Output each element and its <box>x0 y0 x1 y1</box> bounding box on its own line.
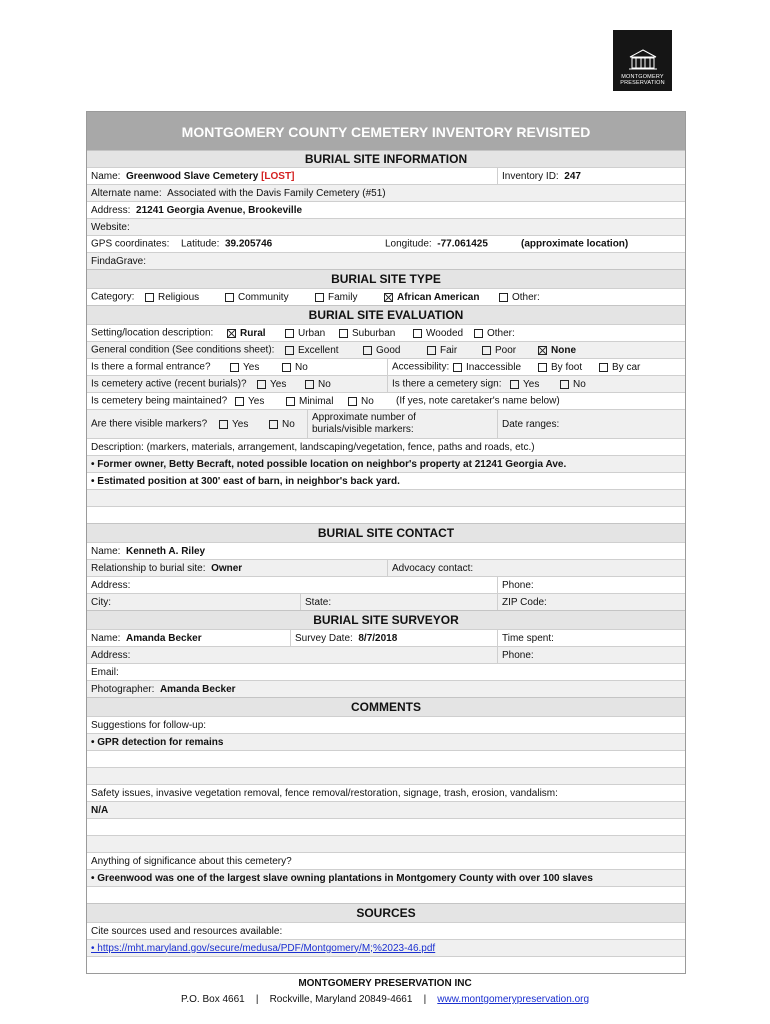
footer-org: MONTGOMERY PRESERVATION INC <box>298 978 472 989</box>
footer <box>0 978 770 1005</box>
section-burial-site-contact: BURIAL SITE CONTACT <box>87 523 685 542</box>
source-link[interactable]: • https://mht.maryland.gov/secure/medusa/PDF/Montgomery/M;%2023-46.pdf <box>91 942 436 954</box>
gps-field[interactable]: GPS coordinates: Latitude: 39.205746 Longitude: -77.061425 (approximate location) <box>91 238 629 250</box>
name-field[interactable]: Name: Greenwood Slave Cemetery [LOST] <box>91 170 295 182</box>
state-field[interactable]: State: <box>300 594 497 610</box>
followup-blank-row[interactable] <box>87 767 685 784</box>
sources-blank-row[interactable] <box>87 956 685 973</box>
longitude: Longitude: -77.061425 <box>385 238 488 250</box>
inventory-form: MONTGOMERY COUNTY CEMETERY INVENTORY REVISITED BURIAL SITE INFORMATION Name: Greenwood Slave Cemetery [LOST] Inventory ID: 247 Alternate name: Associated with the Davis Family Cemetery (#51) Address: 21241 Georgia Avenue, Brookeville Website: GPS coordinates: Latitude: 39.205746 Longitude: -77.061425 (approximate location) FindaGrave: BURIAL SITE TYPE Category: Religious Community Family African American Other: BURIAL SITE EVALUATION Setting/location description: Rural Urban Suburban Wooded Other: General condition (See conditions sheet): Excellent Good Fair Poor None Is there a formal entrance? Yes No Accessibility: Inaccessible By foot By car Is cemetery active (recent burials)? Yes No Is there a cemetery sign: Yes No Is cemetery being maintained? Yes Minimal No (If yes, note caretaker's name below) Are there visible markers? Yes No Approximate number of burials/visible markers: Date ranges: Description: (markers, materials, arrangement, landscaping/vegetation, fence, paths and roads, etc.) • Former owner, Betty Becraft, noted possible location on neighbor's property at 21241 Georgia Ave. • Estimated position at 300' east of barn, in neighbor's back yard. BURIAL SITE CONTACT Name: Kenneth A. Riley Relationship to burial site: Owner Advocacy contact: Address: Phone: City: State: ZIP Code: BURIAL SITE SURVEYOR Name: Amanda Becker Survey Date: 8/7/2018 Time spent: Address: Phone: Email: Photographer: Amanda Becker COMMENTS Suggestions for follow-up: • GPR detection for remains Safety issues, invasive vegetation removal, fence removal/restoration, signage, trash, erosion, vandalism: N/A Anything of significance about this cemetery? • Greenwood was one of the largest slave owning plantations in Montgomery County with over 100 slaves SOURCES Cite sources used and resources available: • https://mht.maryland.gov/secure/medusa/PDF/Montgomery/M;%2023-46.pdf <box>86 111 686 974</box>
excellent-checkbox[interactable]: Excellent <box>285 345 339 356</box>
suburban-checkbox[interactable]: Suburban <box>339 328 395 339</box>
active-no-checkbox[interactable]: No <box>305 379 331 390</box>
section-comments: COMMENTS <box>87 697 685 716</box>
section-sources: SOURCES <box>87 903 685 922</box>
description-label: Description: (markers, materials, arrangement, landscaping/vegetation, fence, paths and roads, etc.) <box>91 441 535 453</box>
alternate-name-field[interactable]: Alternate name: Associated with the Davis Family Cemetery (#51) <box>91 187 386 199</box>
urban-checkbox[interactable]: Urban <box>285 328 325 339</box>
findagrave-field[interactable]: FindaGrave: <box>91 255 147 267</box>
latitude: Latitude: 39.205746 <box>181 238 273 250</box>
surveyor-address-field[interactable]: Address: <box>91 649 131 661</box>
active-yes-checkbox[interactable]: Yes <box>257 379 286 390</box>
zip-field[interactable]: ZIP Code: <box>497 594 685 610</box>
website-field[interactable]: Website: <box>91 221 130 233</box>
footer-separator: | <box>423 994 427 1005</box>
followup-value: • GPR detection for remains <box>91 736 224 748</box>
surveyor-phone-field[interactable]: Phone: <box>497 647 685 663</box>
followup-blank-row[interactable] <box>87 750 685 767</box>
logo-text-1: MONTGOMERY <box>621 74 664 80</box>
section-burial-site-surveyor: BURIAL SITE SURVEYOR <box>87 610 685 629</box>
good-checkbox[interactable]: Good <box>363 345 400 356</box>
community-checkbox[interactable]: Community <box>225 292 289 303</box>
description-bullet-1: • Former owner, Betty Becraft, noted possible location on neighbor's property at 21241 Georgia Ave. <box>91 458 567 470</box>
contact-name-field[interactable]: Name: Kenneth A. Riley <box>91 545 206 557</box>
by-foot-checkbox[interactable]: By foot <box>538 362 582 373</box>
time-spent-field[interactable]: Time spent: <box>497 630 685 646</box>
safety-blank-row[interactable] <box>87 818 685 835</box>
date-ranges-field[interactable]: Date ranges: <box>497 410 685 438</box>
footer-separator: | <box>255 994 259 1005</box>
contact-address-field[interactable]: Address: <box>91 579 131 591</box>
footer-po-box: P.O. Box 4661 <box>180 994 245 1005</box>
advocacy-contact-field[interactable]: Advocacy contact: <box>387 560 685 576</box>
sign-no-checkbox[interactable]: No <box>560 379 586 390</box>
footer-website-link[interactable]: www.montgomerypreservation.org <box>437 994 590 1005</box>
address-field[interactable]: Address: 21241 Georgia Avenue, Brookeville <box>91 204 303 216</box>
description-bullet-2: • Estimated position at 300' east of barn, in neighbor's back yard. <box>91 475 400 487</box>
followup-label: Suggestions for follow-up: <box>91 719 207 731</box>
survey-date-field[interactable]: Survey Date: 8/7/2018 <box>290 630 497 646</box>
safety-value: N/A <box>91 804 109 816</box>
significance-blank-row[interactable] <box>87 886 685 903</box>
fair-checkbox[interactable]: Fair <box>427 345 457 356</box>
safety-blank-row[interactable] <box>87 835 685 852</box>
maintained-no-checkbox[interactable]: No <box>348 396 374 407</box>
poor-checkbox[interactable]: Poor <box>482 345 516 356</box>
cite-sources-label: Cite sources used and resources available: <box>91 925 283 937</box>
lost-tag: [LOST] <box>261 170 295 182</box>
maintained-minimal-checkbox[interactable]: Minimal <box>286 396 333 407</box>
markers-no-checkbox[interactable]: No <box>269 419 295 430</box>
city-field[interactable]: City: <box>91 596 111 608</box>
significance-value: • Greenwood was one of the largest slave owning plantations in Montgomery County with over 100 slaves <box>91 872 593 884</box>
other-setting-checkbox[interactable]: Other: <box>474 328 515 339</box>
none-checkbox[interactable]: None <box>538 345 576 356</box>
section-burial-site-type: BURIAL SITE TYPE <box>87 269 685 288</box>
rural-checkbox[interactable]: Rural <box>227 328 266 339</box>
logo-text-2: PRESERVATION <box>620 80 665 86</box>
surveyor-name-field[interactable]: Name: Amanda Becker <box>91 632 202 644</box>
entrance-yes-checkbox[interactable]: Yes <box>230 362 259 373</box>
significance-label: Anything of significance about this cemetery? <box>91 855 292 867</box>
contact-phone-field[interactable]: Phone: <box>497 577 685 593</box>
maintained-yes-checkbox[interactable]: Yes <box>235 396 264 407</box>
inventory-id-field[interactable]: Inventory ID: 247 <box>497 168 685 184</box>
safety-label: Safety issues, invasive vegetation removal, fence removal/restoration, signage, trash, erosion, vandalism: <box>91 787 558 799</box>
footer-contact-line <box>0 994 770 1005</box>
form-title: MONTGOMERY COUNTY CEMETERY INVENTORY REVISITED <box>87 112 685 150</box>
other-type-checkbox[interactable]: Other: <box>499 292 540 303</box>
sign-yes-checkbox[interactable]: Yes <box>510 379 539 390</box>
inaccessible-checkbox[interactable]: Inaccessible <box>453 362 521 373</box>
relationship-field[interactable]: Relationship to burial site: Owner <box>91 562 243 574</box>
approximate-number-field[interactable]: Approximate number of burials/visible markers: <box>307 410 497 438</box>
logo <box>613 30 672 91</box>
footer-city: Rockville, Maryland 20849-4661 <box>269 994 413 1005</box>
entrance-no-checkbox[interactable]: No <box>282 362 308 373</box>
caretaker-note: (If yes, note caretaker's name below) <box>396 395 560 407</box>
building-icon <box>626 49 660 71</box>
approximate-location: (approximate location) <box>521 238 629 250</box>
photographer-field[interactable]: Photographer: Amanda Becker <box>91 683 236 695</box>
description-blank-row[interactable] <box>87 489 685 506</box>
african-american-checkbox[interactable]: African American <box>384 292 479 303</box>
description-blank-row[interactable] <box>87 506 685 523</box>
by-car-checkbox[interactable]: By car <box>599 362 640 373</box>
markers-yes-checkbox[interactable]: Yes <box>219 419 248 430</box>
religious-checkbox[interactable]: Religious <box>145 292 199 303</box>
surveyor-email-field[interactable]: Email: <box>91 666 119 678</box>
section-burial-site-information: BURIAL SITE INFORMATION <box>87 150 685 167</box>
wooded-checkbox[interactable]: Wooded <box>413 328 463 339</box>
section-burial-site-evaluation: BURIAL SITE EVALUATION <box>87 305 685 324</box>
family-checkbox[interactable]: Family <box>315 292 357 303</box>
